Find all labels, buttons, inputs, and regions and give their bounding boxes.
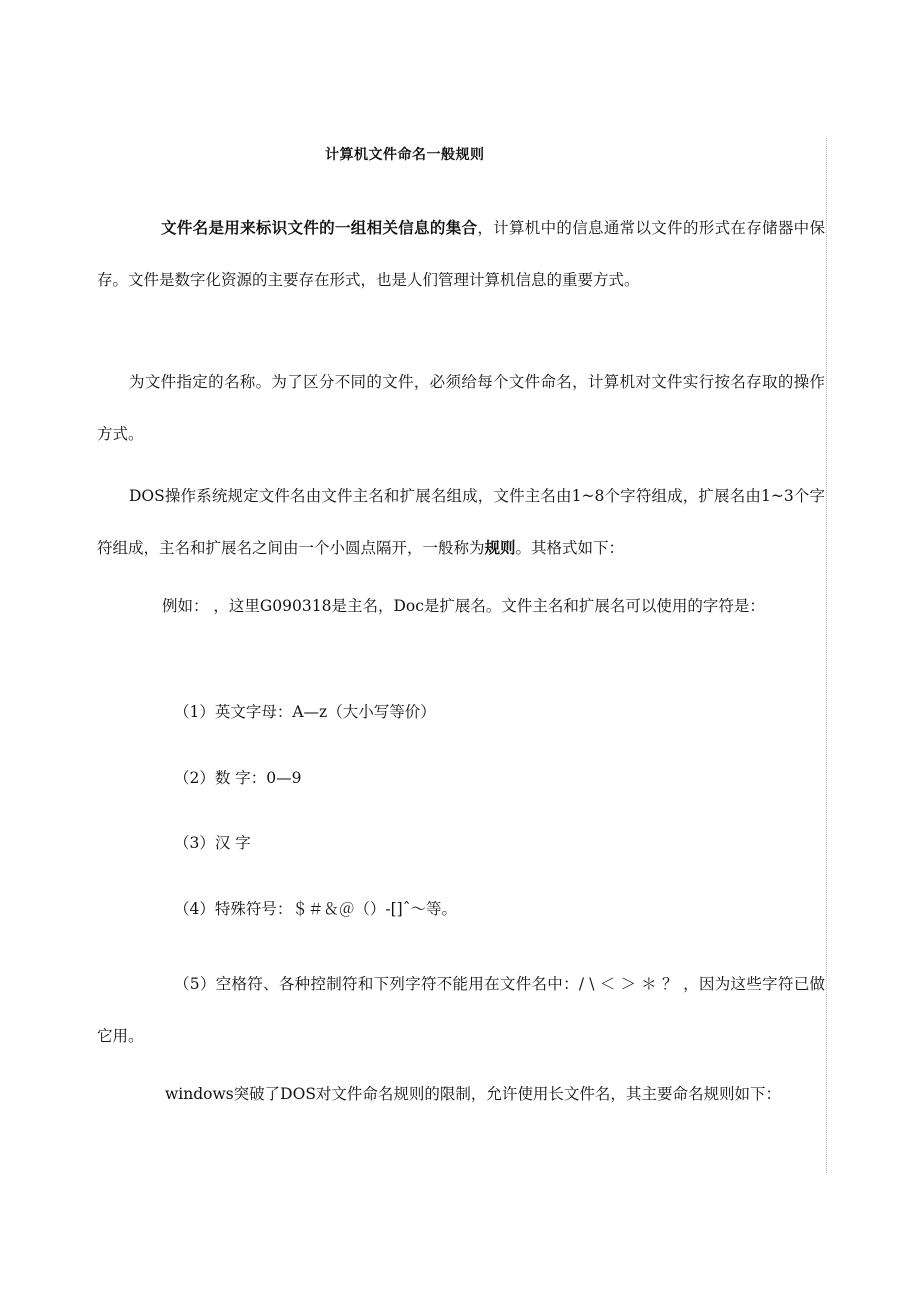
- definition-text: ，计算机中的信息通常以文件的形式在存储器中保存。文件是数字化资源的主要存在形式，也是人们管理计算机信息的重要方式。: [97, 219, 825, 289]
- dos-rules-bold-term: 规则: [484, 538, 516, 557]
- list-item: （3）汉 字: [174, 834, 251, 852]
- paragraph-example: 例如： ，这里G090318是主名，Doc是扩展名。文件主名和扩展名可以使用的字符是：: [162, 597, 765, 615]
- paragraph-dos-rules: [97, 470, 825, 574]
- list-item: （2）数 字：0—9: [174, 769, 302, 787]
- list-item: （1）英文字母：A—z（大小写等价）: [174, 703, 436, 721]
- right-margin-rule: [826, 138, 827, 1173]
- paragraph-windows-rules: windows突破了DOS对文件命名规则的限制，允许使用长文件名，其主要命名规则如下：: [165, 1085, 781, 1103]
- paragraph-definition: [97, 202, 825, 306]
- list-item: （4）特殊符号：＄＃＆＠（）-[]ˆ～等。: [174, 900, 457, 918]
- paragraph-naming-purpose: 为文件指定的名称。为了区分不同的文件，必须给每个文件命名，计算机对文件实行按名存取的操作方式。: [97, 373, 825, 443]
- document-title: 计算机文件命名一般规则: [325, 147, 485, 163]
- dos-rules-text-end: 。其格式如下：: [515, 539, 625, 557]
- dos-rules-text: DOS操作系统规定文件名由文件主名和扩展名组成，文件主名由1~8个字符组成，扩展名由1~3个字符组成，主名和扩展名之间由一个小圆点隔开，一般称为: [97, 487, 825, 557]
- paragraph-forbidden-chars: （5）空格符、各种控制符和下列字符不能用在文件名中：/ \ ＜ ＞ ＊ ？ ，因为这些字符已做它用。: [97, 975, 825, 1045]
- definition-bold-lead: 文件名是用来标识文件的一组相关信息的集合: [161, 218, 478, 237]
